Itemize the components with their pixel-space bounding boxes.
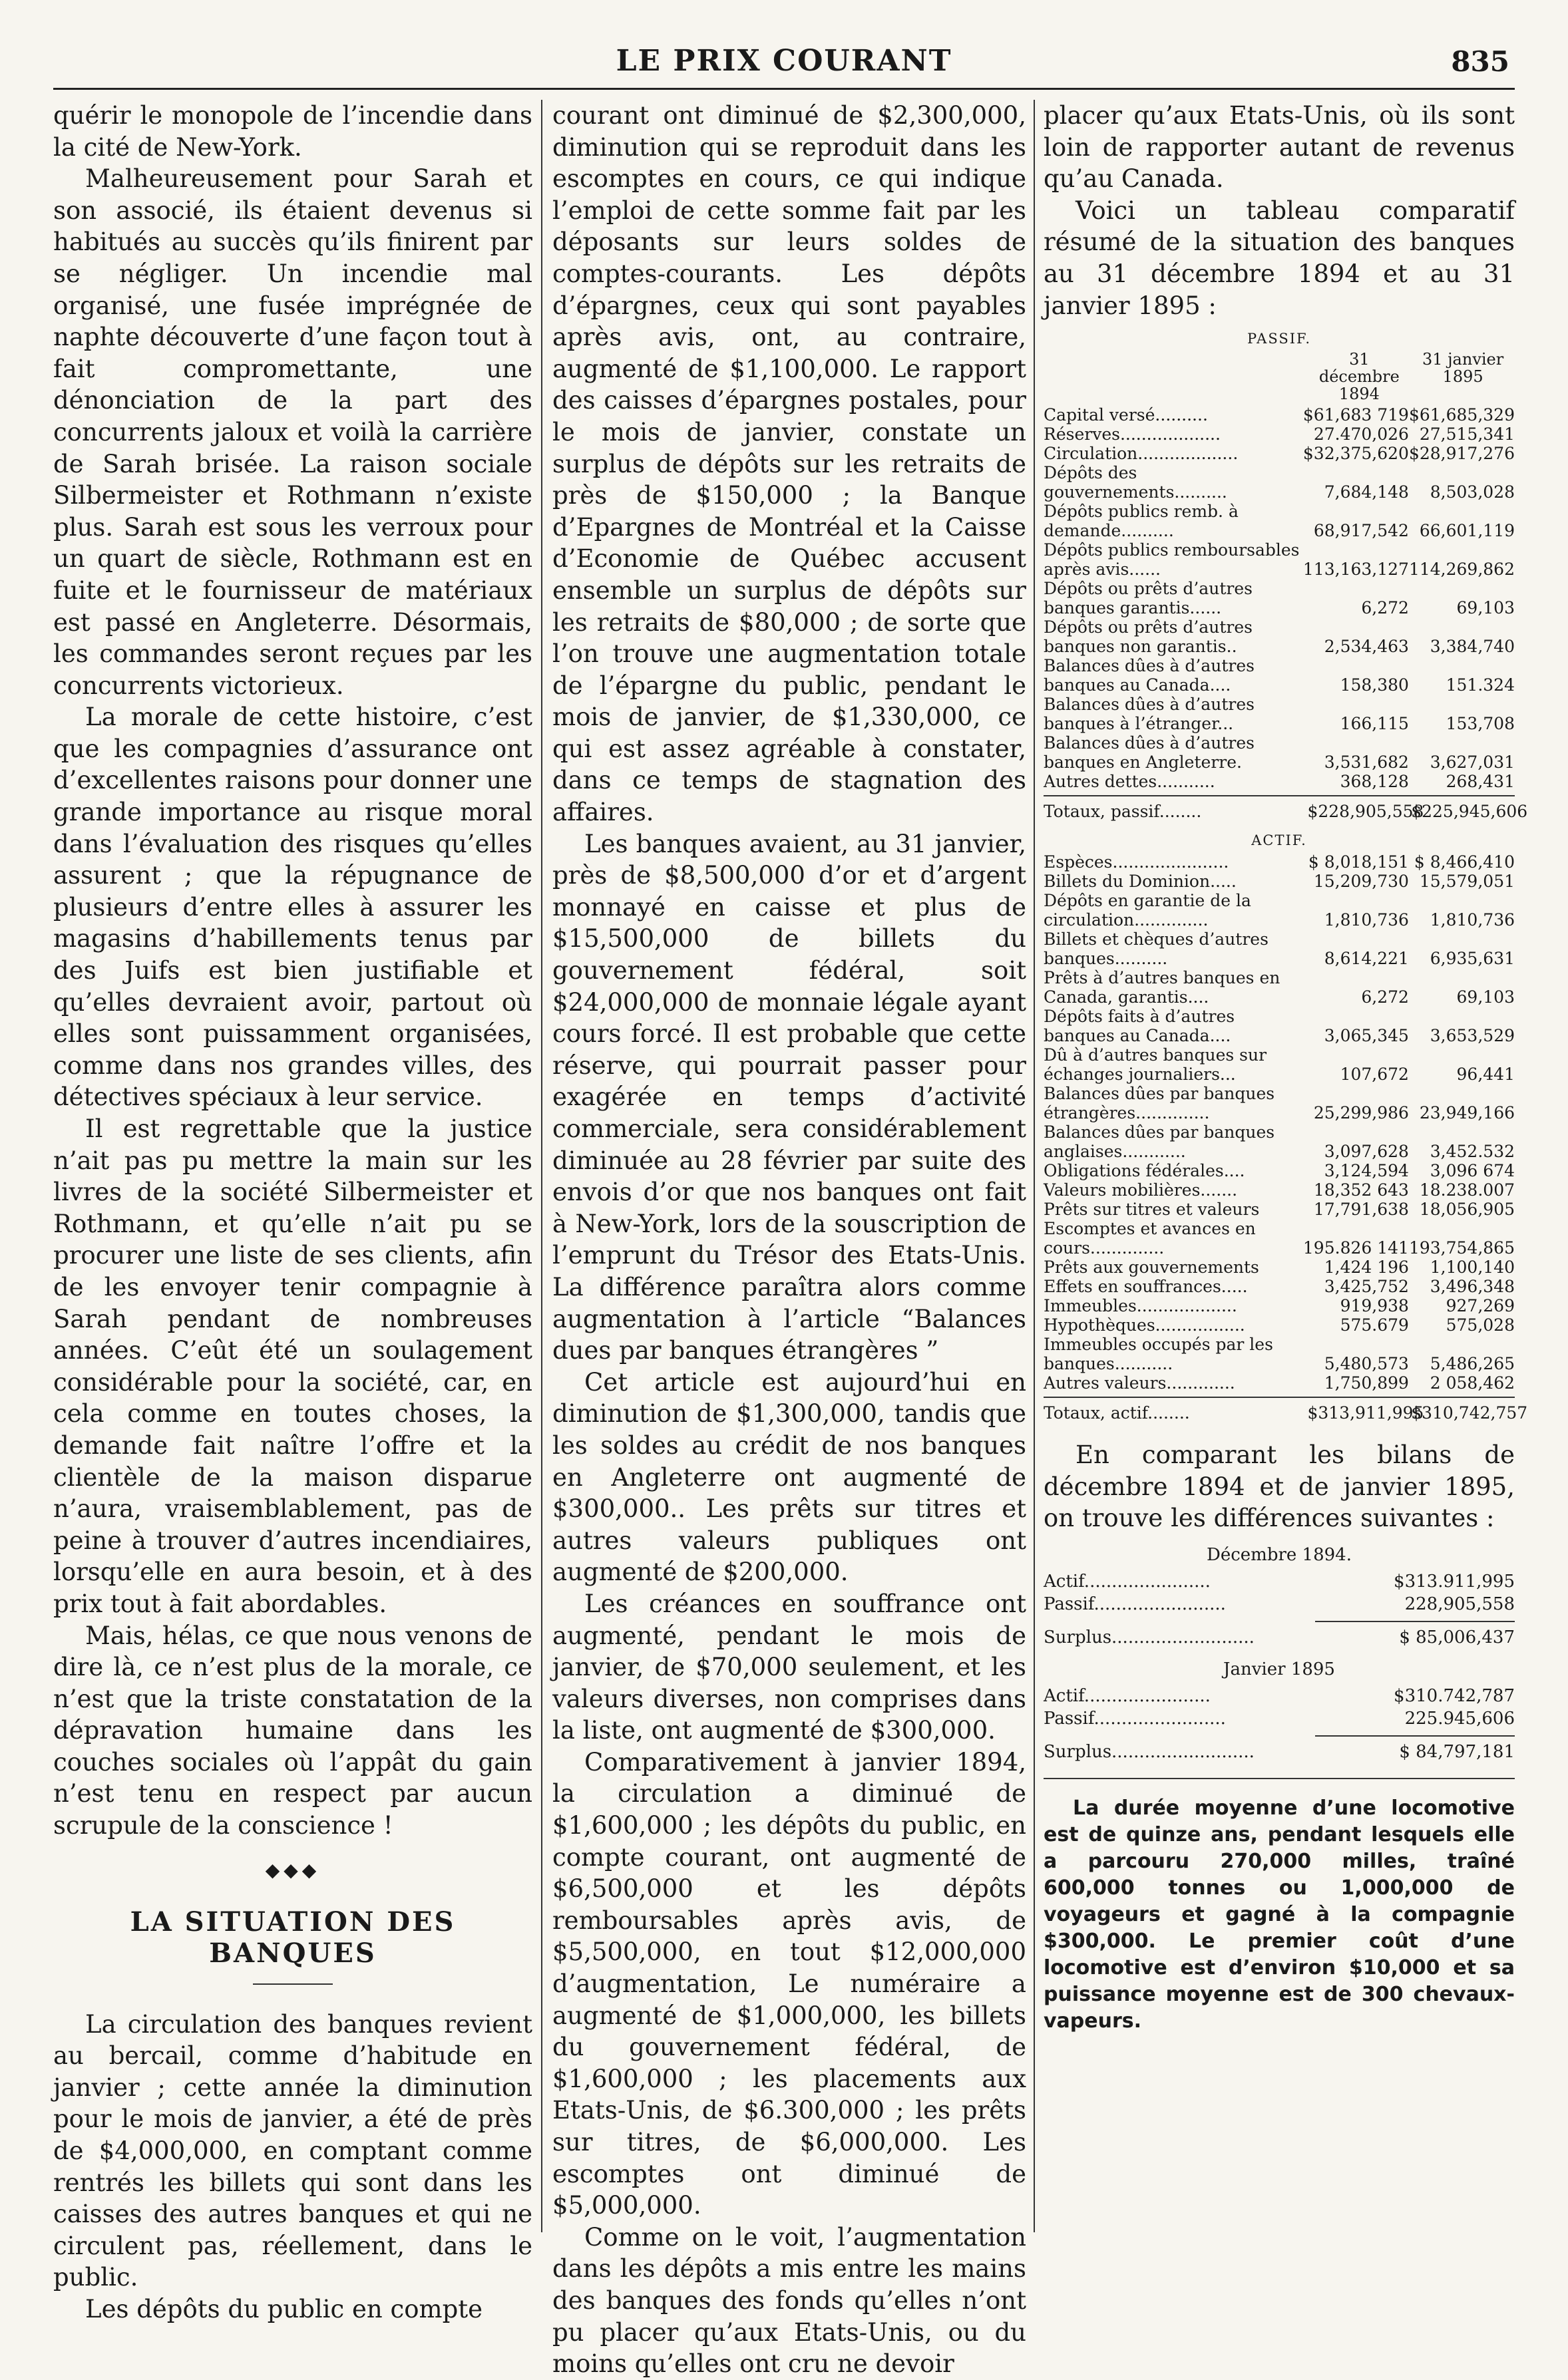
value-dec: 25,299,986 (1313, 1103, 1409, 1123)
row-label: Dépôts ou prêts d’autres banques non garantis.. (1044, 617, 1253, 657)
cmp-label: Actif....................... (1044, 1685, 1211, 1706)
cmp-label: Actif....................... (1044, 1571, 1211, 1592)
table-row (1044, 891, 1515, 930)
cmp-value: $ 85,006,437 (1399, 1627, 1515, 1647)
cmp-label: Surplus.......................... (1044, 1627, 1255, 1647)
row-label: Dépôts des gouvernements.......... (1044, 463, 1227, 502)
value-jan: $ 8,466,410 (1414, 852, 1515, 872)
paragraph: Comparativement à janvier 1894, la circulation a diminué de $1,600,000 ; les dépôts du public, en compte courant, ont augmenté de $6,500,000 et les dépôts remboursables après avis, de $5,500,000, en tout $12,000,000 d’augmentation, Le numéraire a augmenté de $1,000,000, les billets du gouvernement fédéral, de $1,600,000 ; les placements aux Etats-Unis, de $6.300,000 ; les prêts sur titres, de $6,000,000. Les escomptes ont diminué de $5,000,000. (552, 1747, 1026, 2220)
value-dec: 3,065,345 (1324, 1026, 1409, 1046)
row-label: Prêts aux gouvernements (1044, 1258, 1259, 1277)
value-dec: 3,531,682 (1324, 753, 1409, 772)
actif-total-row (1044, 1397, 1528, 1425)
table-row (1044, 1180, 1515, 1200)
table-row (1044, 968, 1515, 1007)
row-label: Dépôts publics remb. à demande.......... (1044, 502, 1239, 541)
row-label: Autres valeurs............. (1044, 1373, 1235, 1393)
row-label: Balances dûes à d’autres banques à l’étranger... (1044, 695, 1255, 734)
table-row (1044, 1007, 1515, 1045)
table-row (1044, 1084, 1515, 1122)
table-row (1044, 1122, 1515, 1161)
row-label: Dépôts ou prêts d’autres banques garantis...... (1044, 579, 1253, 618)
value-jan: 575,028 (1446, 1315, 1515, 1335)
cmp-rule (1315, 1735, 1515, 1737)
table-row (1044, 463, 1515, 502)
row-label: Immeubles occupés par les banques........... (1044, 1335, 1273, 1374)
column-rule (541, 100, 542, 2232)
page-number: 835 (1451, 45, 1509, 78)
value-jan: 1,100,140 (1430, 1258, 1515, 1277)
row-label: Autres dettes........... (1044, 772, 1215, 792)
value-jan: 8,503,028 (1430, 482, 1515, 502)
actif-title: ACTIF. (1251, 832, 1307, 849)
value-jan: 3,452.532 (1430, 1142, 1515, 1162)
value-dec: 15,209,730 (1313, 872, 1409, 892)
row-label: Balances dûes à d’autres banques au Canada.... (1044, 656, 1255, 695)
table-row (1044, 425, 1515, 444)
value-dec: 7,684,148 (1324, 482, 1409, 502)
value-jan: 114,269,862 (1408, 560, 1515, 580)
column-rule (1034, 100, 1035, 2232)
value-jan: 2 058,462 (1430, 1373, 1515, 1393)
table-row (1044, 1200, 1515, 1219)
table-row (1044, 1335, 1515, 1373)
table-row (1044, 772, 1515, 791)
value-jan: 23,949,166 (1419, 1103, 1515, 1123)
value-jan: 3,384,740 (1430, 637, 1515, 657)
paragraph: Malheureusement pour Sarah et son associé, ils étaient devenus si habitués au succès qu’ils finirent par se négliger. Un incendie mal organisé, une fusée imprégnée de naphte découverte d’une façon tout à fait compromettante, une dénonciation de la part des concurrents jaloux et voilà la carrière de Sarah brisée. La raison sociale Silbermeister et Rothmann n’existe plus. Sarah est sous les verroux pour un quart de siècle, Rothmann est en fuite et le fournisseur de matériaux est passé en Angleterre. Désormais, les commandes seront reçues par les concurrents victorieux. (53, 164, 532, 700)
row-label: Dépôts publics remboursables après avis...... (1044, 540, 1300, 580)
cmp-value: $ 84,797,181 (1399, 1741, 1515, 1762)
value-dec: 18,352 643 (1313, 1180, 1409, 1200)
value-jan: 66,601,119 (1419, 521, 1515, 541)
total-jan: $310,742,757 (1411, 1403, 1528, 1423)
table-row (1044, 1045, 1515, 1084)
table-row (1044, 405, 1515, 425)
value-jan: 3,496,348 (1430, 1277, 1515, 1297)
column-left (53, 100, 532, 2323)
table-row (1044, 502, 1515, 540)
column-header-jan: 31 janvier 1895 (1422, 350, 1504, 387)
table-row (1044, 579, 1515, 617)
row-label: Réserves................... (1044, 425, 1221, 444)
paragraph: En comparant les bilans de décembre 1894 et de janvier 1895, on trouve les différences suivantes : (1044, 1441, 1515, 1533)
row-label: Escomptes et avances en cours.............. (1044, 1219, 1256, 1258)
row-label: Circulation................... (1044, 444, 1239, 464)
value-jan: 5,486,265 (1430, 1354, 1515, 1374)
section-rule (253, 1983, 333, 1985)
paragraph: Cet article est aujourd’hui en diminution de $1,300,000, tandis que les soldes au crédit de nos banques en Angleterre ont augmenté de $300,000.. Les prêts sur titres et autres valeurs publiques ont augmenté de $200,000. (552, 1367, 1026, 1587)
value-jan: 1,810,736 (1430, 910, 1515, 930)
paragraph: Voici un tableau comparatif résumé de la situation des banques au 31 décembre 1894 et au 31 janvier 1895 : (1044, 196, 1515, 320)
value-dec: 107,672 (1340, 1065, 1409, 1085)
table-row (1044, 695, 1515, 733)
paragraph: La circulation des banques revient au bercail, comme d’habitude en janvier ; cette année la diminution pour le mois de janvier, a été de près de $4,000,000, en comptant comme rentrés les billets qui sont dans les caisses des autres banques et qui ne circulent pas, réellement, dans le public. (53, 2009, 532, 2292)
column-right (1044, 100, 1528, 2232)
cmp-label: Passif........................ (1044, 1594, 1226, 1614)
value-jan: 3,627,031 (1430, 753, 1515, 772)
paragraph: Les dépôts du public en compte (85, 2295, 483, 2323)
table-row (1044, 733, 1515, 772)
row-label: Effets en souffrances..... (1044, 1277, 1248, 1297)
value-jan: 6,935,631 (1430, 949, 1515, 969)
column-header-dec: 31 décembre 1894 (1318, 350, 1400, 404)
value-dec: 8,614,221 (1324, 949, 1409, 969)
table-row (1044, 872, 1515, 891)
table-row (1044, 444, 1515, 463)
comparison-block (1044, 1544, 1515, 1763)
cmp-value: 225.945,606 (1404, 1708, 1515, 1729)
value-jan: 96,441 (1456, 1065, 1515, 1085)
row-label: Capital versé.......... (1044, 405, 1208, 425)
value-dec: 27.470,026 (1313, 425, 1409, 444)
table-row (1044, 852, 1515, 872)
row-label: Immeubles................... (1044, 1296, 1237, 1316)
row-label: Dépôts en garantie de la circulation.............. (1044, 891, 1251, 930)
total-label: Totaux, passif........ (1044, 802, 1202, 822)
row-label: Obligations fédérales.... (1044, 1161, 1245, 1181)
value-dec: 1,424 196 (1324, 1258, 1409, 1277)
total-jan: $225,945,606 (1411, 802, 1528, 822)
value-dec: 1,810,736 (1324, 910, 1409, 930)
cmp-label: Surplus.......................... (1044, 1741, 1255, 1762)
value-dec: 17,791,638 (1313, 1200, 1409, 1220)
value-jan: 27,515,341 (1419, 425, 1515, 444)
passif-table (1044, 405, 1515, 791)
value-dec: 6,272 (1361, 598, 1409, 618)
row-label: Balances dûes par banques étrangères.............. (1044, 1084, 1275, 1123)
value-dec: 575.679 (1340, 1315, 1409, 1335)
value-jan: 927,269 (1446, 1296, 1515, 1316)
row-label: Hypothèques................. (1044, 1315, 1245, 1335)
divider (1044, 1778, 1515, 1779)
value-jan: 268,431 (1446, 772, 1515, 792)
cmp-rule (1315, 1621, 1515, 1622)
value-dec: 6,272 (1361, 987, 1409, 1007)
row-label: Billets et chèques d’autres banques.......... (1044, 930, 1269, 969)
row-label: Espèces...................... (1044, 852, 1229, 872)
row-label: Valeurs mobilières....... (1044, 1180, 1238, 1200)
paragraph: Les créances en souffrance ont augmenté, pendant le mois de janvier, de $70,000 seulement, et les valeurs diverses, non comprises dans la liste, ont augmenté de $300,000. (552, 1589, 1026, 1745)
table-row (1044, 1161, 1515, 1180)
value-dec: 3,425,752 (1324, 1277, 1409, 1297)
value-jan: $28,917,276 (1408, 444, 1515, 464)
actif-table (1044, 852, 1515, 1393)
value-dec: 68,917,542 (1313, 521, 1409, 541)
ornament-divider: ◆◆◆ (265, 1858, 321, 1881)
paragraph: courant ont diminué de $2,300,000, diminution qui se reproduit dans les escomptes en cours, ce qui indique l’emploi de cette somme fait par les déposants sur leurs soldes de comptes-courants. Les dépôts d’épargnes, ceux qui sont payables après avis, ont, au contraire, augmenté de $1,100,000. Le rapport des caisses d’épargnes postales, pour le mois de janvier, constate un surplus de dépôts sur les retraits de près de $150,000 ; la Banque d’Epargnes de Montréal et la Caisse d’Economie de Québec accusent ensemble un surplus de dépôts sur les retraits de $80,000 ; de sorte que l’on trouve une augmentation totale de l’épargne du public, pendant le mois de janvier, de $1,330,000, ce qui est assez agréable à constater, dans ce temps de stagnation des affaires. (552, 101, 1026, 827)
value-dec: 1,750,899 (1324, 1373, 1409, 1393)
cmp-row (1044, 1685, 1515, 1707)
cmp-row (1044, 1570, 1515, 1593)
value-dec: 113,163,127 (1302, 560, 1409, 580)
value-jan: 3,096 674 (1430, 1161, 1515, 1181)
page-header (53, 41, 1515, 90)
value-jan: 193,754,865 (1408, 1238, 1515, 1258)
value-dec: 3,124,594 (1324, 1161, 1409, 1181)
paragraph: Il est regrettable que la justice n’ait pas pu mettre la main sur les livres de la société Silbermeister et Rothmann, et qu’elle n’ait pu se procurer une liste de ses clients, afin de les envoyer tenir compagnie à Sarah pendant de nombreuses années. C’eût été un soulagement considérable pour la société, car, en cela comme en toutes choses, la demande fait naître l’offre et la clientèle de la maison disparue n’aura, vraisemblablement, pas de peine à trouver d’autres incendiaires, lorsqu’elle en aura besoin, et à des prix tout à fait abordables. (53, 1114, 532, 1618)
value-jan: 15,579,051 (1419, 872, 1515, 892)
cmp-surplus-row (1044, 1741, 1515, 1763)
cmp-row (1044, 1707, 1515, 1730)
cmp-value: 228,905,558 (1404, 1594, 1515, 1614)
table-row (1044, 540, 1515, 579)
locomotive-note: La durée moyenne d’une locomotive est de quinze ans, pendant lesquels elle a parcouru 270,000 milles, traîné 600,000 tonnes ou 1,000,000 de voyageurs et gagné à la compagnie $300,000. Le premier coût d’une locomotive est d’environ $10,000 et sa puissance moyenne est de 300 chevaux-vapeurs. (1044, 1796, 1515, 2033)
value-dec: 2,534,463 (1324, 637, 1409, 657)
cmp-surplus-row (1044, 1626, 1515, 1649)
row-label: Dépôts faits à d’autres banques au Canada.... (1044, 1007, 1235, 1046)
value-jan: 153,708 (1446, 714, 1515, 734)
table-row (1044, 617, 1515, 656)
column-middle (552, 100, 1026, 2379)
jan-caption: Janvier 1895 (1223, 1659, 1335, 1679)
value-jan: 3,653,529 (1430, 1026, 1515, 1046)
value-dec: $32,375,620 (1302, 444, 1409, 464)
passif-total-row (1044, 795, 1528, 823)
table-row (1044, 1373, 1515, 1393)
value-jan: $61,685,329 (1408, 405, 1515, 425)
row-label: Billets du Dominion..... (1044, 872, 1237, 892)
value-jan: 18.238.007 (1419, 1180, 1515, 1200)
value-dec: 368,128 (1340, 772, 1409, 792)
publication-title: LE PRIX COURANT (616, 44, 952, 78)
row-label: Balances dûes à d’autres banques en Angleterre. (1044, 733, 1255, 772)
table-row (1044, 1296, 1515, 1315)
paragraph: placer qu’aux Etats-Unis, où ils sont loin de rapporter autant de revenus qu’au Canada. (1044, 101, 1515, 194)
paragraph: Mais, hélas, ce que nous venons de dire là, ce n’est plus de la morale, ce n’est que la triste constatation de la dépravation humaine dans les couches sociales où l’appât du gain n’est tenu en respect par aucun scrupule de la conscience ! (53, 1621, 532, 1840)
total-label: Totaux, actif........ (1044, 1403, 1190, 1423)
cmp-value: $313.911,995 (1394, 1571, 1515, 1592)
value-jan: 69,103 (1456, 598, 1515, 618)
value-jan: 18,056,905 (1419, 1200, 1515, 1220)
cmp-row (1044, 1593, 1515, 1615)
table-row (1044, 1258, 1515, 1277)
table-row (1044, 1277, 1515, 1296)
row-label: Balances dûes par banques anglaises............ (1044, 1122, 1275, 1162)
dec-caption: Décembre 1894. (1207, 1544, 1352, 1565)
cmp-value: $310.742,787 (1394, 1685, 1515, 1706)
value-dec: 158,380 (1340, 675, 1409, 695)
total-dec: $228,905,558 (1307, 802, 1424, 822)
paragraph: La morale de cette histoire, c’est que les compagnies d’assurance ont d’excellentes raisons pour donner une grande importance au risque moral dans l’évaluation des risques qu’elles assurent ; que la répugnance de plusieurs d’entre elles à assurer les magasins d’habillements tenus par des Juifs est bien justifiable et qu’elles devraient avoir, partout où elles sont puissamment organisées, comme dans nos grandes villes, des détectives spéciaux à leur service. (53, 703, 532, 1112)
value-jan: 69,103 (1456, 987, 1515, 1007)
table-row (1044, 1315, 1515, 1335)
value-dec: 166,115 (1340, 714, 1409, 734)
paragraph: quérir le monopole de l’incendie dans la cité de New-York. (53, 101, 532, 162)
table-row (1044, 1219, 1515, 1258)
value-dec: $ 8,018,151 (1308, 852, 1409, 872)
value-dec: 195.826 141 (1302, 1238, 1409, 1258)
row-label: Prêts sur titres et valeurs (1044, 1200, 1260, 1220)
table-row (1044, 656, 1515, 695)
passif-title: PASSIF. (1247, 331, 1312, 347)
value-dec: $61,683 719 (1302, 405, 1409, 425)
value-dec: 919,938 (1340, 1296, 1409, 1316)
value-dec: 3,097,628 (1324, 1142, 1409, 1162)
section-title: LA SITUATION DES BANQUES (130, 1906, 456, 1969)
paragraph: Comme on le voit, l’augmentation dans les dépôts a mis entre les mains des banques des fonds qu’elles n’ont pu placer qu’aux Etats-Unis, ou du moins qu’elles ont cru ne devoir (552, 2222, 1026, 2379)
value-dec: 5,480,573 (1324, 1354, 1409, 1374)
total-dec: $313,911,995 (1307, 1403, 1424, 1423)
table-row (1044, 930, 1515, 968)
paragraph: Les banques avaient, au 31 janvier, près de $8,500,000 d’or et d’argent monnayé en caisse et plus de $15,500,000 de billets du gouvernement fédéral, soit $24,000,000 de monnaie légale ayant cours forcé. Il est probable que cette réserve, qui pourrait passer pour exagérée en temps d’activité commerciale, sera considérablement diminuée au 28 février par suite des envois d’or que nos banques ont fait à New-York, lors de la souscription de l’emprunt du Trésor des Etats-Unis. La différence paraîtra alors comme augmentation à l’article “Balances dues par banques étrangères ” (552, 829, 1026, 1365)
value-jan: 151.324 (1446, 675, 1515, 695)
table-header (1044, 351, 1515, 403)
row-label: Dû à d’autres banques sur échanges journaliers... (1044, 1045, 1267, 1085)
row-label: Prêts à d’autres banques en Canada, garantis.... (1044, 968, 1280, 1007)
cmp-label: Passif........................ (1044, 1708, 1226, 1729)
